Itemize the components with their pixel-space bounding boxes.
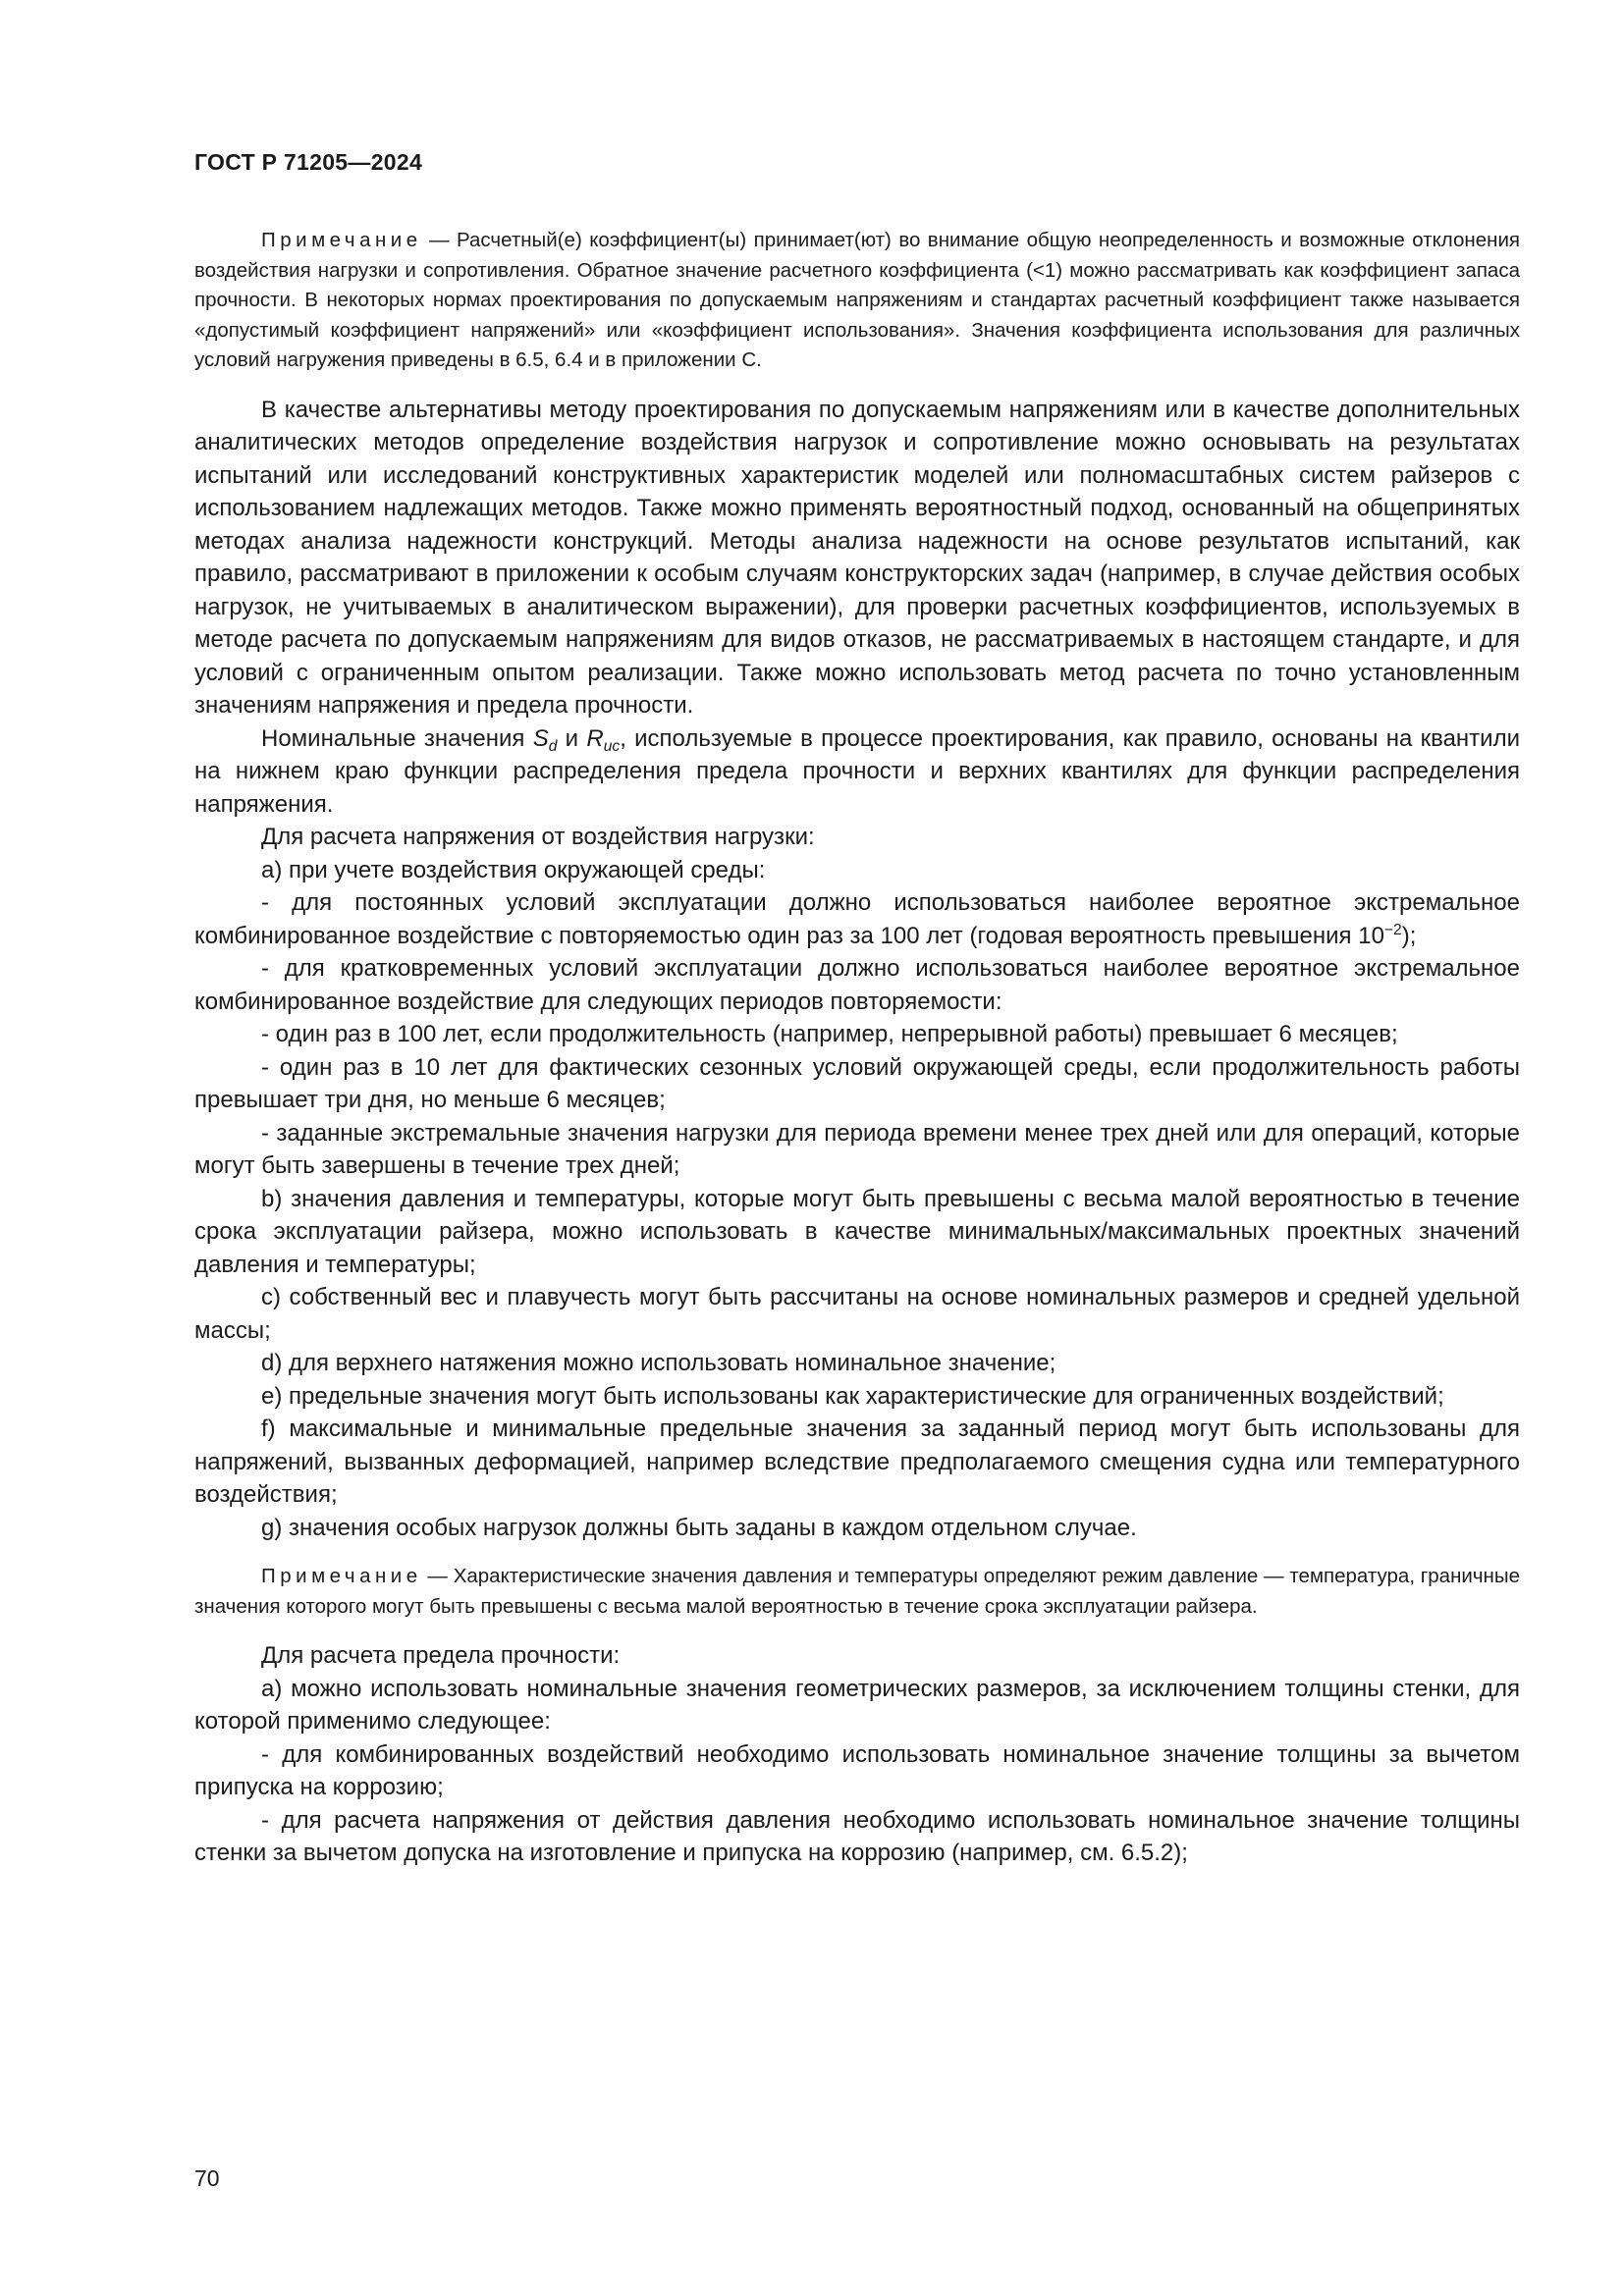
paragraph-alternatives: В качестве альтернативы методу проектирования по допускаемым напряжениям или в качестве дополнительных аналитических методов определение воздействия нагрузок и сопротивление можно основывать на результатах испытаний или исследований конструктивных характеристик моделей или полномасштабных систем райзеров с использованием надлежащих методов. Также можно применять вероятностный подход, основанный на общепринятых методах анализа надежности конструкций. Методы анализа надежности на основе результатов испытаний, как правило, рассматривают в приложении к особым случаям конструкторских задач (например, в случае действия особых нагрузок, не учитываемых в аналитическом выражении), для проверки расчетных коэффициентов, используемых в методе расчета по допускаемым напряжениям для видов отказов, не рассматриваемых в настоящем стандарте, и для условий с ограниченным опытом реализации. Также можно использовать метод расчета по точно установленным значениям напряжения и предела прочности.: [194, 396, 1520, 719]
list-item-g: g) значения особых нагрузок должны быть заданы в каждом отдельном случае.: [261, 1514, 1137, 1541]
symbol-s-subscript: d: [548, 737, 558, 755]
page-body: [194, 226, 1520, 1870]
document-header: [194, 149, 422, 176]
dash-tail: );: [1401, 922, 1417, 949]
note-paragraph: [194, 226, 1520, 376]
text-fragment: и: [557, 724, 587, 752]
dash-item: - заданные экстремальные значения нагрузки для периода времени менее трех дней или для операций, которые могут быть завершены в течение трех дней;: [194, 1119, 1520, 1179]
symbol-r-letter: R: [586, 724, 604, 752]
symbol-r: [586, 724, 621, 755]
note-label: Примечание: [261, 229, 422, 251]
dash-item: - для кратковременных условий эксплуатации должно использоваться наиболее вероятное экстремальное комбинированное воздействие для следующих периодов повторяемости:: [194, 955, 1520, 1015]
document-id: ГОСТ Р 71205—2024: [194, 149, 423, 175]
list-item-f: f) максимальные и минимальные предельные значения за заданный период могут быть использованы для напряжений, вызванных деформацией, например вследствие предполагаемого смещения судна или температурного воздействия;: [194, 1415, 1520, 1508]
symbol-s-letter: S: [532, 724, 549, 752]
dash-item: - один раз в 10 лет для фактических сезонных условий окружающей среды, если продолжительность работы превышает три дня, но меньше 6 месяцев;: [194, 1053, 1520, 1113]
note-text: — Расчетный(е) коэффициент(ы) принимает(ют) во внимание общую неопределенность и возможные отклонения воздействия нагрузки и сопротивления. Обратное значение расчетного коэффициента (<1) можно рассматривать как коэффициент запаса прочности. В некоторых нормах проектирования по допускаемым напряжениям и стандартах расчетный коэффициент также называется «допустимый коэффициент напряжений» или «коэффициент использования». Значения коэффициента использования для различных условий нагружения приведены в 6.5, 6.4 и в приложении С.: [194, 229, 1520, 371]
list-item-a: а) при учете воздействия окружающей среды:: [261, 856, 766, 883]
list-item-b: b) значения давления и температуры, которые могут быть превышены с весьма малой вероятностью в течение срока эксплуатации райзера, можно использовать в качестве минимальных/максимальных проектных значений давления и температуры;: [194, 1185, 1520, 1278]
strength-intro: Для расчета предела прочности:: [261, 1642, 621, 1669]
note-paragraph: [194, 1562, 1520, 1622]
note-text: — Характеристические значения давления и температуры определяют режим давление — температура, граничные значения которого могут быть превышены с весьма малой вероятностью в течение срока эксплуатации райзера.: [194, 1565, 1520, 1618]
strength-item-a: а) можно использовать номинальные значения геометрических размеров, за исключением толщины стенки, для которой применимо следующее:: [194, 1675, 1520, 1735]
list-item-e: e) предельные значения могут быть использованы как характеристические для ограниченных воздействий;: [261, 1382, 1444, 1410]
list-item-d: d) для верхнего натяжения можно использовать номинальное значение;: [261, 1350, 1056, 1376]
page-number: 70: [194, 2165, 220, 2191]
dash-item: [194, 886, 1520, 952]
dash-item: - для расчета напряжения от действия давления необходимо использовать номинальное значение толщины стенки за вычетом допуска на изготовление и припуска на коррозию (например, см. 6.5.2);: [194, 1806, 1520, 1866]
text-fragment: Номинальные значения: [261, 724, 533, 752]
dash-item: - один раз в 100 лет, если продолжительность (например, непрерывной работы) превышает 6 месяцев;: [261, 1021, 1398, 1047]
dash-item: - для комбинированных воздействий необходимо использовать номинальное значение толщины за вычетом припуска на коррозию;: [194, 1740, 1520, 1800]
list-item-c: c) собственный вес и плавучесть могут быть рассчитаны на основе номинальных размеров и средней удельной массы;: [194, 1284, 1520, 1344]
symbol-r-subscript: uc: [603, 737, 621, 755]
text-fragment: , используемые в процессе проектирования, как правило, основаны на квантили на нижнем краю функции распределения предела прочности и верхних квантилях для функции распределения напряжения.: [194, 724, 1520, 818]
dash-text: - для постоянных условий эксплуатации должно использоваться наиболее вероятное экстремальное комбинированное воздействие с повторяемостью один раз за 100 лет (годовая вероятность превышения 10: [194, 889, 1520, 949]
note-label: Примечание: [261, 1565, 422, 1587]
load-intro: Для расчета напряжения от воздействия нагрузки:: [261, 824, 815, 850]
paragraph-nominal-values: [194, 722, 1520, 822]
exponent: −2: [1383, 921, 1402, 938]
symbol-s: [532, 724, 558, 755]
